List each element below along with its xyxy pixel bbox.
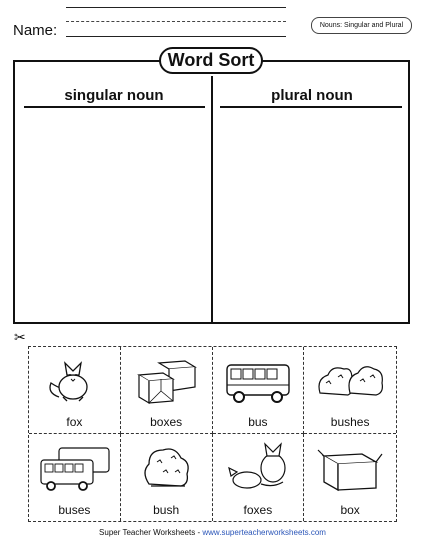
fox-icon (37, 353, 113, 407)
topic-badge: Nouns: Singular and Plural (311, 17, 412, 34)
column-header-singular: singular noun (64, 87, 164, 104)
scissors-icon: ✂ (14, 329, 26, 345)
card-label: bush (153, 503, 180, 517)
word-cards-grid (28, 346, 397, 522)
word-card-bush[interactable] (121, 434, 213, 521)
column-underline-singular (24, 106, 205, 108)
word-card-bushes[interactable] (304, 347, 396, 434)
name-writing-line[interactable] (66, 36, 286, 37)
footer-url[interactable]: www.superteacherworksheets.com (202, 528, 326, 537)
card-label: boxes (150, 415, 183, 429)
word-card-bus[interactable] (213, 347, 305, 434)
name-label: Name: (13, 22, 58, 39)
word-card-boxes[interactable] (121, 347, 213, 434)
footer (0, 528, 425, 537)
name-guide-line-dashed (66, 21, 286, 22)
foxes-icon (221, 440, 297, 494)
card-label: bushes (330, 415, 370, 429)
boxes-icon (129, 353, 205, 407)
card-label: foxes (243, 503, 273, 517)
column-header-plural: plural noun (271, 87, 353, 104)
word-card-fox[interactable] (29, 347, 121, 434)
column-underline-plural (220, 106, 402, 108)
footer-site: Super Teacher Worksheets - (99, 528, 201, 537)
bush-icon (129, 440, 205, 494)
word-card-foxes[interactable] (213, 434, 305, 521)
card-label: buses (58, 503, 91, 517)
card-label: bus (248, 415, 268, 429)
buses-icon (37, 440, 113, 494)
word-card-buses[interactable] (29, 434, 121, 521)
card-label: box (340, 503, 360, 517)
box-icon (312, 440, 388, 494)
column-divider (211, 76, 213, 324)
word-card-box[interactable] (304, 434, 396, 521)
bushes-icon (312, 353, 388, 407)
name-guide-line-top (66, 7, 286, 8)
bus-icon (221, 353, 297, 407)
card-label: fox (66, 415, 83, 429)
word-sort-title: Word Sort (159, 47, 263, 74)
